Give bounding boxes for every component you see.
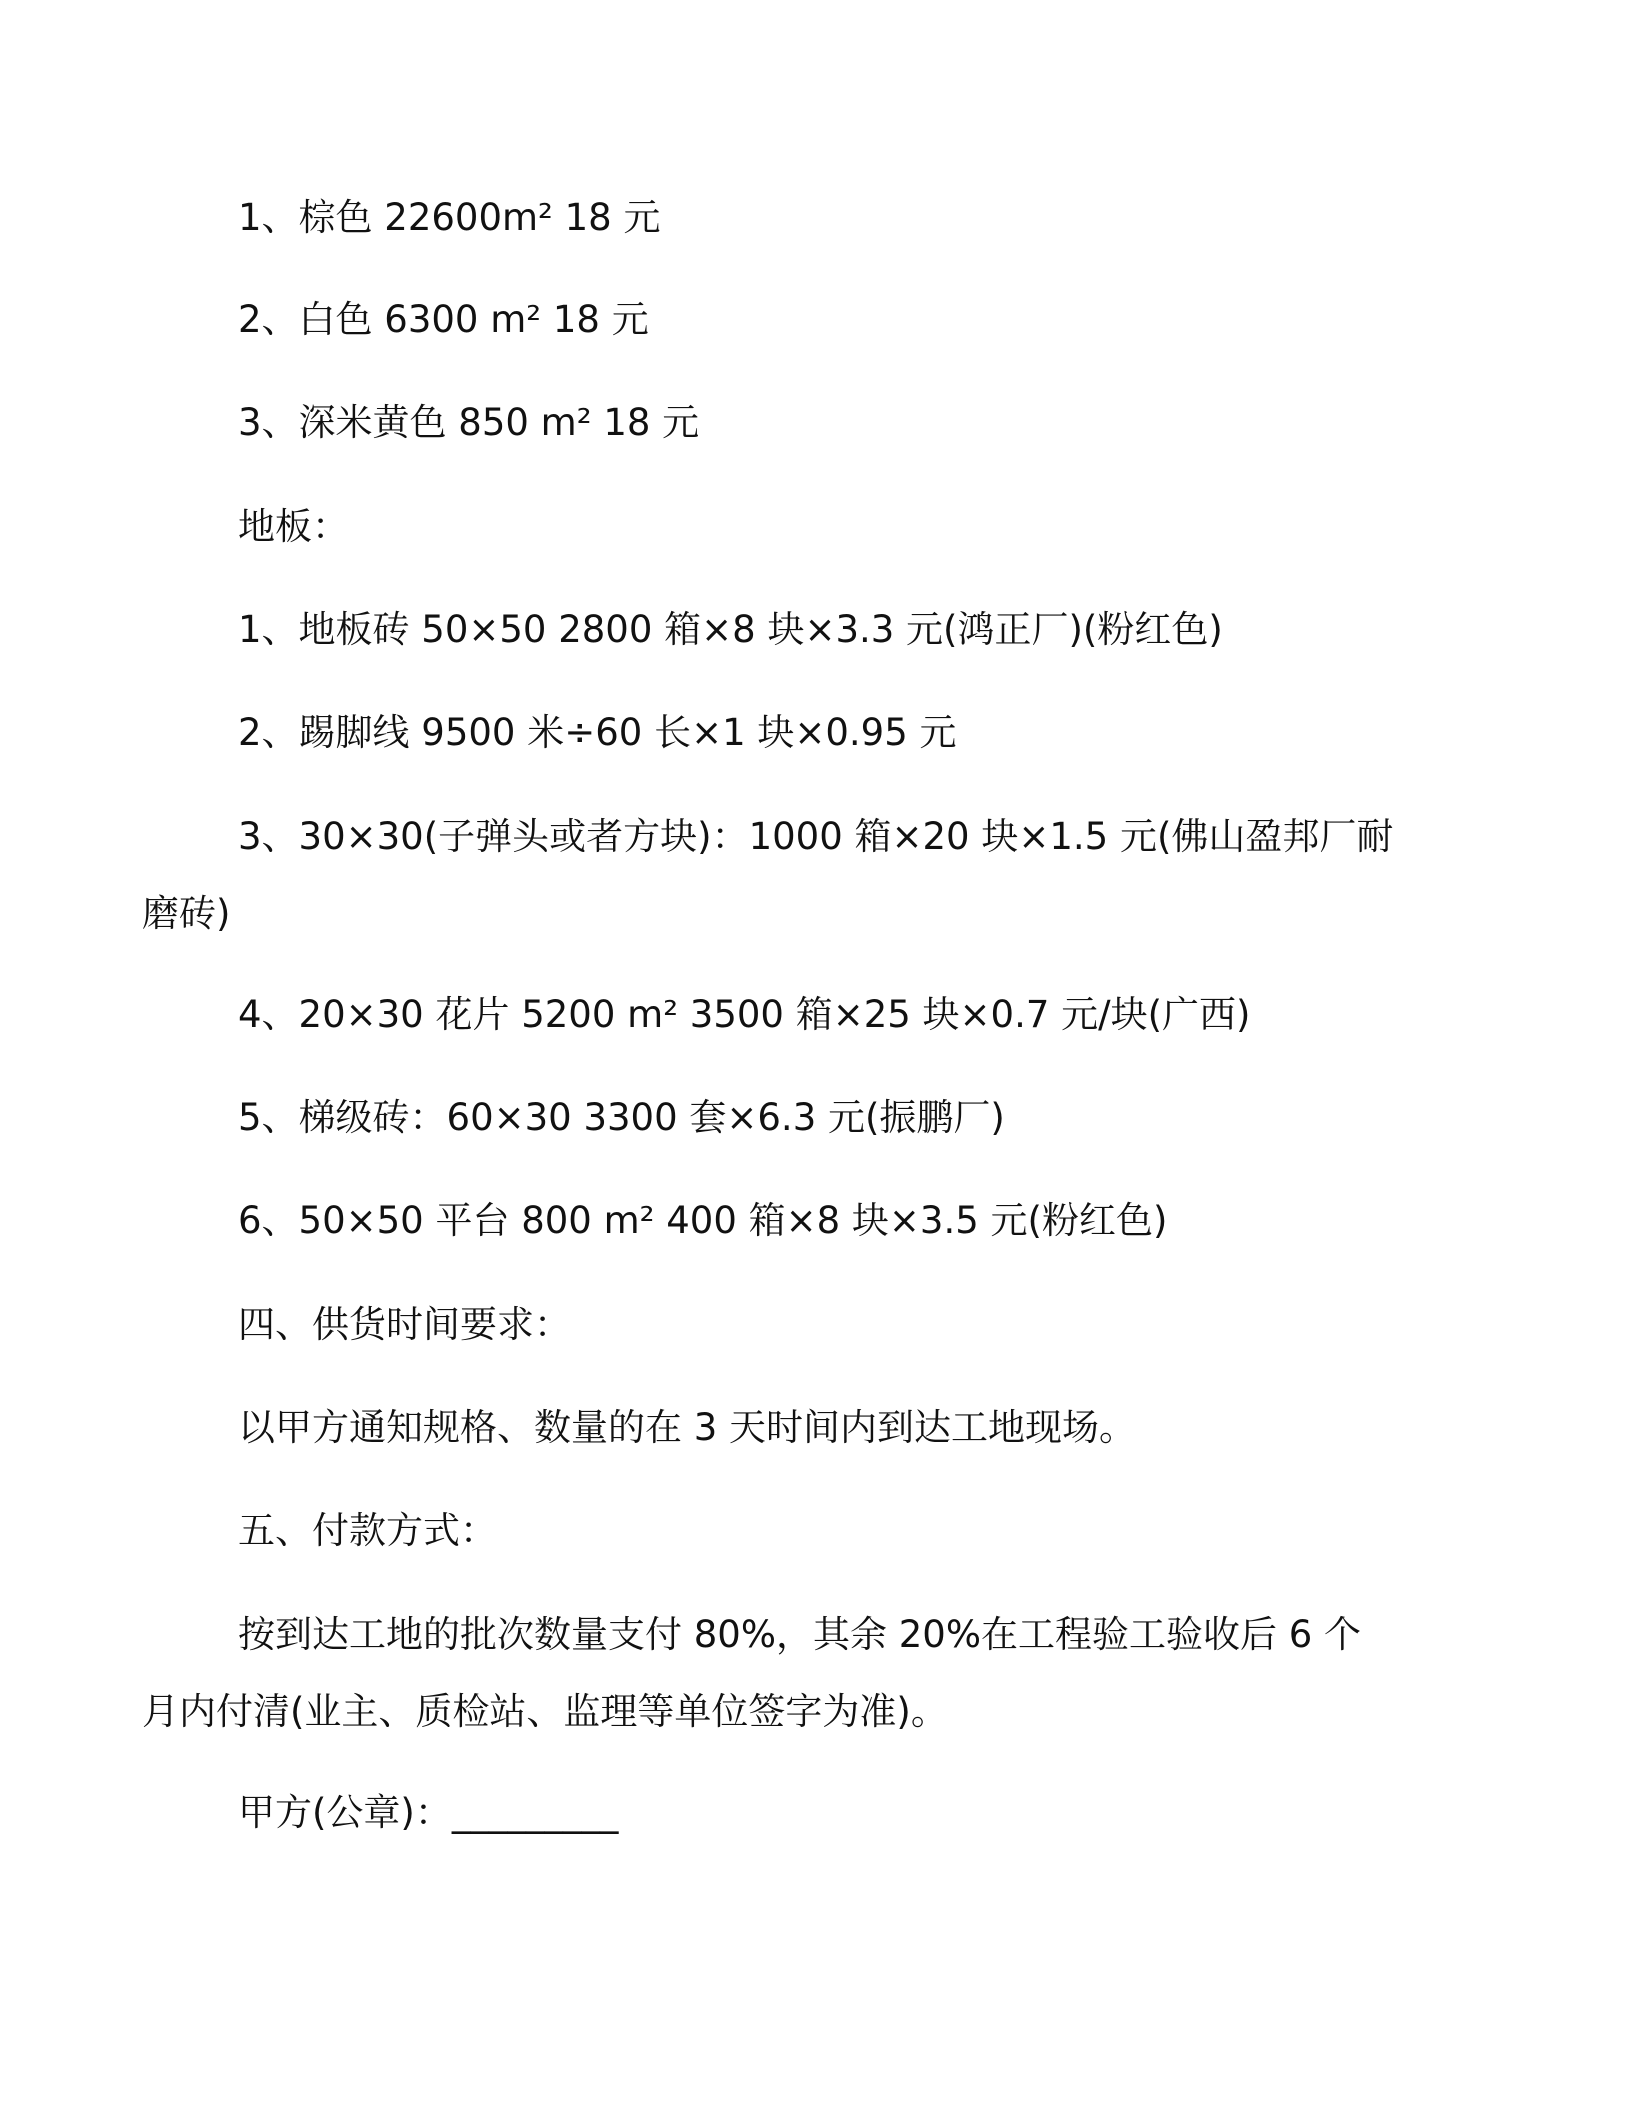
item-stair-tile: 5、梯级砖：60×30 3300 套×6.3 元(振鹏厂): [238, 1096, 1005, 1139]
party-a-signature-line: 甲方(公章)：_________: [238, 1791, 619, 1834]
item-platform-tile: 6、50×50 平台 800 m² 400 箱×8 块×3.5 元(粉红色): [238, 1199, 1168, 1242]
delivery-text: 以甲方通知规格、数量的在 3 天时间内到达工地现场。: [238, 1406, 1137, 1449]
section-floor-heading: 地板：: [238, 505, 349, 548]
item-skirting: 2、踢脚线 9500 米÷60 长×1 块×0.95 元: [238, 711, 957, 754]
item-deep-beige: 3、深米黄色 850 m² 18 元: [238, 401, 700, 444]
item-brown: 1、棕色 22600m² 18 元: [238, 196, 661, 239]
item-30x30-block: [142, 798, 1398, 952]
item-flower-tile: 4、20×30 花片 5200 m² 3500 箱×25 块×0.7 元/块(广西): [238, 993, 1251, 1036]
item-white: 2、白色 6300 m² 18 元: [238, 298, 649, 341]
payment-block: [142, 1596, 1398, 1750]
item-30x30-text: 3、30×30(子弹头或者方块)：1000 箱×20 块×1.5 元(佛山盈邦厂耐磨砖): [142, 815, 1394, 935]
section-delivery-heading: 四、供货时间要求：: [238, 1303, 571, 1346]
section-payment-heading: 五、付款方式：: [238, 1509, 497, 1552]
item-floor-tile: 1、地板砖 50×50 2800 箱×8 块×3.3 元(鸿正厂)(粉红色): [238, 608, 1223, 651]
payment-text: 按到达工地的批次数量支付 80%，其余 20%在工程验工验收后 6 个月内付清(业主、质检站、监理等单位签字为准)。: [142, 1613, 1362, 1733]
